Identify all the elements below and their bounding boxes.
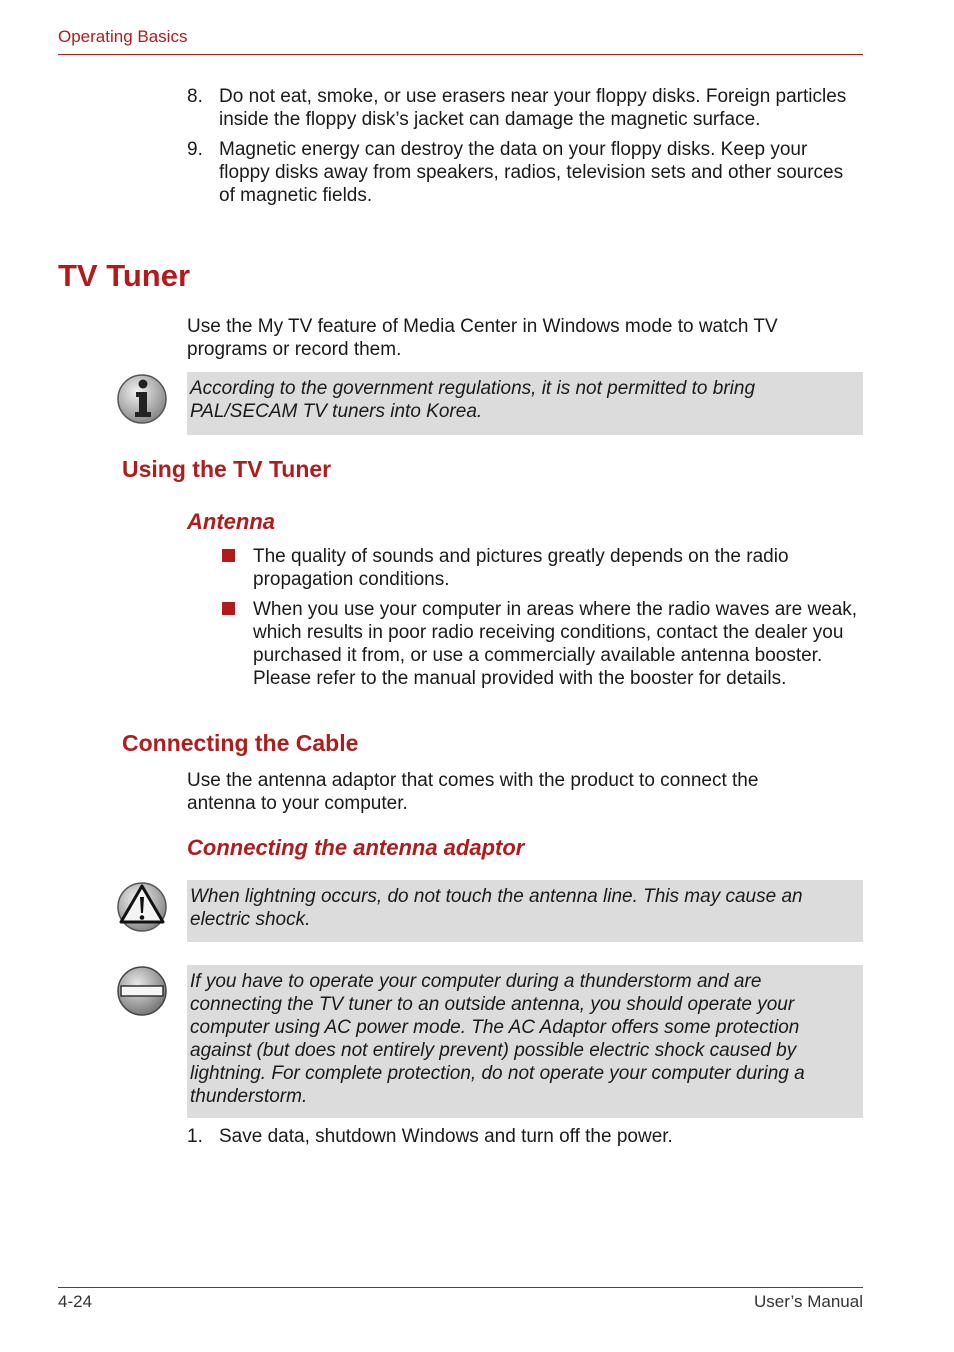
section-heading-cable: Connecting the Cable	[122, 730, 359, 756]
subheading-antenna: Antenna	[187, 509, 275, 534]
list-item	[187, 138, 863, 207]
list-number: 1.	[187, 1126, 203, 1147]
section-heading-using: Using the TV Tuner	[122, 456, 332, 482]
list-text: Do not eat, smoke, or use erasers near your floppy disks. Foreign particles inside the floppy disk’s jacket can damage the magnetic surface.	[219, 86, 847, 130]
tv-tuner-intro: Use the My TV feature of Media Center in Windows mode to watch TV programs or record them.	[187, 316, 778, 360]
bullet-text: The quality of sounds and pictures greatly depends on the radio propagation conditions.	[253, 546, 789, 590]
list-text: Magnetic energy can destroy the data on your floppy disks. Keep your floppy disks away from speakers, radios, television sets and other sources of magnetic fields.	[219, 139, 844, 206]
caution-icon	[116, 965, 168, 1017]
info-icon	[116, 372, 168, 424]
subheading-adaptor: Connecting the antenna adaptor	[187, 835, 525, 860]
page-number: 4-24	[58, 1292, 93, 1311]
header-rule	[58, 54, 863, 55]
running-header: Operating Basics	[58, 27, 188, 46]
steps-list	[187, 1125, 863, 1148]
antenna-bullets	[219, 545, 859, 697]
warning-note: When lightning occurs, do not touch the antenna line. This may cause an electric shock.	[187, 880, 863, 942]
list-item	[187, 85, 863, 131]
list-item	[219, 545, 859, 591]
list-item	[187, 1125, 863, 1148]
list-number: 9.	[187, 139, 203, 160]
manual-title: User’s Manual	[754, 1292, 863, 1311]
list-text: Save data, shutdown Windows and turn off the power.	[219, 1126, 673, 1147]
list-number: 8.	[187, 86, 203, 107]
warning-icon	[116, 880, 168, 932]
list-item	[219, 598, 859, 690]
bullet-square-icon	[222, 549, 235, 562]
bullet-square-icon	[222, 602, 235, 615]
caution-note: If you have to operate your computer during a thunderstorm and are connecting the TV tuner to an outside antenna, you should operate your computer using AC power mode. The AC Adaptor offers some protection against (but does not entirely prevent) possible electric shock caused by lightning. For complete protection, do not operate your computer during a thunderstorm.	[187, 965, 863, 1118]
cable-intro: Use the antenna adaptor that comes with the product to connect the antenna to your computer.	[187, 770, 759, 814]
footer-rule	[58, 1287, 863, 1288]
info-note: According to the government regulations, it is not permitted to bring PAL/SECAM TV tuners into Korea.	[187, 372, 863, 435]
page-title: TV Tuner	[58, 258, 191, 293]
intro-list	[187, 85, 863, 207]
bullet-text: When you use your computer in areas where the radio waves are weak, which results in poor radio receiving conditions, contact the dealer you purchased it from, or use a commercially available antenna booster. Please refer to the manual provided with the booster for details.	[253, 599, 858, 689]
